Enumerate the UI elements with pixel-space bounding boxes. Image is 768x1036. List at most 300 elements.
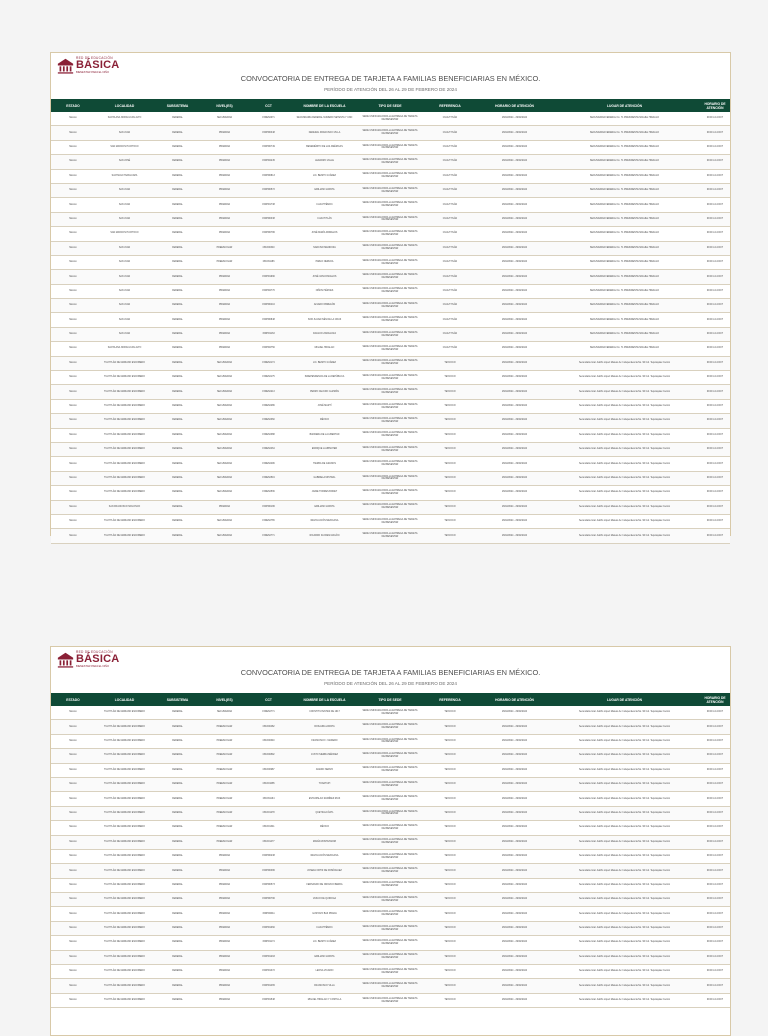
cell-estado: México [51, 169, 95, 183]
cell-referencia: TEXCOCO [420, 979, 480, 993]
cell-localidad: SAN JUAN [95, 255, 154, 269]
column-header-cct: CCT [248, 99, 289, 112]
cell-cct: 15DJN0802 [248, 749, 289, 763]
cell-referencia: CUAUTITLÁN [420, 198, 480, 212]
cell-referencia: CUAUTITLÁN [420, 126, 480, 140]
cell-lugar: Secundaria Gral. Adolfo López Mateos Av. Independencia No. 90 Col. Tequisquiac Centro [549, 442, 700, 456]
cell-cct: 15DES0174 [248, 356, 289, 370]
cell-subsistema: FEDERAL [154, 849, 201, 863]
cell-subsistema: FEDERAL [154, 241, 201, 255]
table-row [51, 169, 730, 183]
cell-horario: 26/02/2024 - 29/02/2024 [480, 965, 549, 979]
table-row [51, 183, 730, 197]
cell-lugar: Secundaria Gral. Adolfo López Mateos Av. Independencia No. 90 Col. Tequisquiac Centro [549, 777, 700, 791]
cell-horario: 26/02/2024 - 29/02/2024 [480, 893, 549, 907]
cell-nivel: SECUNDARIA [201, 371, 248, 385]
cell-referencia: TEXCOCO [420, 792, 480, 806]
cell-estado: México [51, 313, 95, 327]
cell-subsistema: FEDERAL [154, 965, 201, 979]
cell-referencia: TEXCOCO [420, 471, 480, 485]
cell-estado: México [51, 140, 95, 154]
column-header-tipo-sede: TIPO DE SEDE [360, 693, 420, 706]
cell-nivel: PREESCOLAR [201, 241, 248, 255]
cell-referencia: TEXCOCO [420, 706, 480, 720]
table-row [51, 720, 730, 734]
cell-cct: 15DJN0640 [248, 734, 289, 748]
cell-horario-atencion: 09:00 A 14:00 H [700, 936, 730, 950]
cell-localidad: SAN JUAN [95, 299, 154, 313]
cell-lugar: Secundaria Gral. Adolfo López Mateos Av. Independencia No. 90 Col. Tequisquiac Centro [549, 907, 700, 921]
cell-lugar: Secundaria Gral. Adolfo López Mateos Av. Independencia No. 90 Col. Tequisquiac Centro [549, 849, 700, 863]
cell-localidad: TULTITLÁN DE MARIANO ESCOBEDO [95, 414, 154, 428]
building-icon [57, 651, 74, 668]
cell-cct: 15DJN1477 [248, 835, 289, 849]
cell-referencia: TEXCOCO [420, 921, 480, 935]
cell-tipo-sede: SEDE UNIFICADA PARA LA ENTREGA DE TARJETA DE BIENESTAR [360, 183, 420, 197]
cell-lugar: Secundaria Gral. Adolfo López Mateos Av. Independencia No. 90 Col. Tequisquiac Centro [549, 936, 700, 950]
cell-cct: 15DPR1293 [248, 950, 289, 964]
cell-lugar: Secundaria Gral. Adolfo López Mateos Av. Independencia No. 90 Col. Tequisquiac Centro [549, 950, 700, 964]
cell-horario: 26/02/2024 - 29/02/2024 [480, 749, 549, 763]
cell-horario: 26/02/2024 - 29/02/2024 [480, 835, 549, 849]
cell-tipo-sede: SEDE UNIFICADA PARA LA ENTREGA DE TARJETA DE BIENESTAR [360, 965, 420, 979]
cell-referencia: CUAUTITLÁN [420, 227, 480, 241]
cell-subsistema: FEDERAL [154, 414, 201, 428]
cell-referencia: TEXCOCO [420, 356, 480, 370]
cell-localidad: TULTITLÁN DE MARIANO ESCOBEDO [95, 777, 154, 791]
cell-tipo-sede: SEDE UNIFICADA PARA LA ENTREGA DE TARJETA DE BIENESTAR [360, 327, 420, 341]
cell-nivel: SECUNDARIA [201, 471, 248, 485]
cell-tipo-sede: SEDE UNIFICADA PARA LA ENTREGA DE TARJETA DE BIENESTAR [360, 270, 420, 284]
cell-referencia: TEXCOCO [420, 893, 480, 907]
cell-horario: 26/02/2024 - 29/02/2024 [480, 241, 549, 255]
table-body [51, 706, 730, 1008]
cell-estado: México [51, 849, 95, 863]
table-row [51, 155, 730, 169]
logo-top-text: RED DE EDUCACIÓN [76, 650, 113, 654]
table-row [51, 112, 730, 126]
cell-cct: 15DJN1186 [248, 255, 289, 269]
cell-subsistema: FEDERAL [154, 835, 201, 849]
cell-subsistema: FEDERAL [154, 907, 201, 921]
cell-subsistema: FEDERAL [154, 126, 201, 140]
table-row [51, 849, 730, 863]
cell-nombre-escuela: CUAUTITLÁN [289, 212, 360, 226]
cell-nivel: PREESCOLAR [201, 763, 248, 777]
table-row [51, 921, 730, 935]
table-row [51, 878, 730, 892]
cell-localidad: TULTITLÁN DE MARIANO ESCOBEDO [95, 806, 154, 820]
cell-nivel: PRIMARIA [201, 227, 248, 241]
cell-horario-atencion: 09:00 A 14:00 H [700, 763, 730, 777]
cell-subsistema: FEDERAL [154, 299, 201, 313]
cell-tipo-sede: SEDE UNIFICADA PARA LA ENTREGA DE TARJETA DE BIENESTAR [360, 155, 420, 169]
cell-tipo-sede: SEDE UNIFICADA PARA LA ENTREGA DE TARJETA DE BIENESTAR [360, 835, 420, 849]
cell-horario-atencion: 09:00 A 14:00 H [700, 399, 730, 413]
cell-subsistema: FEDERAL [154, 878, 201, 892]
table-row [51, 529, 730, 543]
cell-nivel: SECUNDARIA [201, 399, 248, 413]
cell-horario-atencion: 09:00 A 14:00 H [700, 471, 730, 485]
cell-localidad: SAN JUAN [95, 270, 154, 284]
cell-tipo-sede: SEDE UNIFICADA PARA LA ENTREGA DE TARJETA DE BIENESTAR [360, 299, 420, 313]
cell-lugar: SECUNDARIA FEDERAL No. 71 PRESIDENTE MIGUEL HIDALGO [549, 327, 700, 341]
cell-tipo-sede: SEDE UNIFICADA PARA LA ENTREGA DE TARJETA DE BIENESTAR [360, 849, 420, 863]
cell-nombre-escuela: SOR JUANA INÉS DE LA CRUZ [289, 313, 360, 327]
cell-referencia: TEXCOCO [420, 907, 480, 921]
cell-referencia: TEXCOCO [420, 514, 480, 528]
column-header-nombre-escuela: NOMBRE DE LA ESCUELA [289, 693, 360, 706]
cell-referencia: TEXCOCO [420, 864, 480, 878]
cell-horario: 26/02/2024 - 29/02/2024 [480, 734, 549, 748]
cell-referencia: TEXCOCO [420, 749, 480, 763]
cell-localidad: TULTITLÁN DE MARIANO ESCOBEDO [95, 385, 154, 399]
cell-nombre-escuela: LIC. BENITO JUÁREZ [289, 356, 360, 370]
cell-nivel: PRIMARIA [201, 965, 248, 979]
table-row [51, 371, 730, 385]
cell-localidad: TULTITLÁN DE MARIANO ESCOBEDO [95, 371, 154, 385]
cell-nombre-escuela: VASCO DE QUIROGA [289, 893, 360, 907]
cell-estado: México [51, 720, 95, 734]
building-icon [57, 57, 74, 74]
table-row [51, 835, 730, 849]
cell-nivel: PRIMARIA [201, 270, 248, 284]
cell-lugar: SECUNDARIA FEDERAL No. 71 PRESIDENTE MIGUEL HIDALGO [549, 169, 700, 183]
cell-localidad: TULTITLÁN DE MARIANO ESCOBEDO [95, 471, 154, 485]
cell-localidad: TULTITLÁN DE MARIANO ESCOBEDO [95, 979, 154, 993]
table-row [51, 313, 730, 327]
cell-nivel: PRIMARIA [201, 993, 248, 1007]
cell-cct: 15DPR2750 [248, 342, 289, 356]
cell-cct: 15DES0360 [248, 414, 289, 428]
table-row [51, 907, 730, 921]
cell-estado: México [51, 965, 95, 979]
cell-horario-atencion: 09:00 A 14:00 H [700, 907, 730, 921]
cell-estado: México [51, 749, 95, 763]
column-header-nombre-escuela: NOMBRE DE LA ESCUELA [289, 99, 360, 112]
cell-horario: 26/02/2024 - 29/02/2024 [480, 763, 549, 777]
cell-nivel: SECUNDARIA [201, 385, 248, 399]
cell-subsistema: FEDERAL [154, 893, 201, 907]
cell-nombre-escuela: SECUNDARIA FEDERAL NUMERO SETENTA Y UNO [289, 112, 360, 126]
cell-estado: México [51, 183, 95, 197]
cell-subsistema: FEDERAL [154, 734, 201, 748]
cell-horario-atencion: 09:00 A 14:00 H [700, 112, 730, 126]
cell-horario: 26/02/2024 - 29/02/2024 [480, 529, 549, 543]
cell-estado: México [51, 514, 95, 528]
cell-horario-atencion: 09:00 A 14:00 H [700, 529, 730, 543]
cell-subsistema: FEDERAL [154, 270, 201, 284]
cell-localidad: TULTITLÁN DE MARIANO ESCOBEDO [95, 514, 154, 528]
cell-estado: México [51, 500, 95, 514]
cell-nombre-escuela: JOSÉ MARÍA MORELOS [289, 227, 360, 241]
cell-cct: 15DES0213 [248, 385, 289, 399]
cell-nombre-escuela: EMILIANO ZAPATA [289, 183, 360, 197]
cell-subsistema: FEDERAL [154, 821, 201, 835]
cell-localidad: SAN JUAN [95, 183, 154, 197]
cell-subsistema: FEDERAL [154, 212, 201, 226]
cell-nombre-escuela: LIC. BENITO JUÁREZ [289, 169, 360, 183]
cell-referencia: CUAUTITLÁN [420, 284, 480, 298]
cell-estado: México [51, 821, 95, 835]
cell-nombre-escuela: FEDERAL FRANCISCO VILLA [289, 126, 360, 140]
cell-localidad: TULTITLÁN DE MARIANO ESCOBEDO [95, 936, 154, 950]
cell-localidad: SAN JUAN [95, 241, 154, 255]
cell-subsistema: FEDERAL [154, 371, 201, 385]
cell-horario-atencion: 09:00 A 14:00 H [700, 198, 730, 212]
cell-horario-atencion: 09:00 A 14:00 H [700, 806, 730, 820]
cell-tipo-sede: SEDE UNIFICADA PARA LA ENTREGA DE TARJETA DE BIENESTAR [360, 950, 420, 964]
cell-cct: 15DPR0238 [248, 849, 289, 863]
cell-horario: 26/02/2024 - 29/02/2024 [480, 878, 549, 892]
cell-estado: México [51, 734, 95, 748]
cell-nivel: PRIMARIA [201, 169, 248, 183]
cell-cct: 15DES0286 [248, 399, 289, 413]
cell-subsistema: FEDERAL [154, 442, 201, 456]
cell-localidad: SAN JUAN [95, 212, 154, 226]
cell-horario-atencion: 09:00 A 14:00 H [700, 255, 730, 269]
cell-nombre-escuela: PEDRO CEJUDO GUZMÁN [289, 385, 360, 399]
cell-tipo-sede: SEDE UNIFICADA PARA LA ENTREGA DE TARJETA DE BIENESTAR [360, 342, 420, 356]
table-row [51, 457, 730, 471]
cell-tipo-sede: SEDE UNIFICADA PARA LA ENTREGA DE TARJETA DE BIENESTAR [360, 140, 420, 154]
cell-lugar: Secundaria Gral. Adolfo López Mateos Av. Independencia No. 90 Col. Tequisquiac Centro [549, 486, 700, 500]
cell-estado: México [51, 327, 95, 341]
cell-nombre-escuela: IGNACIO ZARAGOZA [289, 327, 360, 341]
cell-horario-atencion: 09:00 A 14:00 H [700, 792, 730, 806]
column-header-referencia: REFERENCIA [420, 99, 480, 112]
cell-horario: 26/02/2024 - 29/02/2024 [480, 777, 549, 791]
table-row [51, 356, 730, 370]
cell-horario: 26/02/2024 - 29/02/2024 [480, 342, 549, 356]
cell-nivel: PRIMARIA [201, 140, 248, 154]
cell-cct: 15DJN0340 [248, 241, 289, 255]
cell-horario: 26/02/2024 - 29/02/2024 [480, 270, 549, 284]
table-row [51, 284, 730, 298]
cell-lugar: Secundaria Gral. Adolfo López Mateos Av. Independencia No. 90 Col. Tequisquiac Centro [549, 763, 700, 777]
cell-estado: México [51, 414, 95, 428]
column-header-localidad: LOCALIDAD [95, 693, 154, 706]
column-header-lugar: LUGAR DE ATENCIÓN [549, 693, 700, 706]
cell-horario: 26/02/2024 - 29/02/2024 [480, 993, 549, 1007]
cell-horario: 26/02/2024 - 29/02/2024 [480, 299, 549, 313]
cell-subsistema: FEDERAL [154, 198, 201, 212]
cell-horario-atencion: 09:00 A 14:00 H [700, 849, 730, 863]
cell-horario-atencion: 09:00 A 14:00 H [700, 734, 730, 748]
cell-subsistema: FEDERAL [154, 529, 201, 543]
cell-localidad: TULTITLÁN DE MARIANO ESCOBEDO [95, 399, 154, 413]
cell-cct: 15DJN0987 [248, 763, 289, 777]
column-header-localidad: LOCALIDAD [95, 99, 154, 112]
cell-cct: 15DPR2770 [248, 284, 289, 298]
cell-horario-atencion: 09:00 A 14:00 H [700, 777, 730, 791]
cell-localidad: TULTITLÁN DE MARIANO ESCOBEDO [95, 950, 154, 964]
column-header-subsistema: SUBSISTEMA [154, 693, 201, 706]
cell-tipo-sede: SEDE UNIFICADA PARA LA ENTREGA DE TARJETA DE BIENESTAR [360, 457, 420, 471]
cell-nivel: PRIMARIA [201, 849, 248, 863]
cell-lugar: SECUNDARIA FEDERAL No. 71 PRESIDENTE MIGUEL HIDALGO [549, 212, 700, 226]
cell-tipo-sede: SEDE UNIFICADA PARA LA ENTREGA DE TARJETA DE BIENESTAR [360, 907, 420, 921]
cell-localidad: TULTITLÁN DE MARIANO ESCOBEDO [95, 893, 154, 907]
cell-localidad: SANTA ANA NOPALUCAN ALTO [95, 342, 154, 356]
document-subtitle: PERÍODO DE ATENCIÓN DEL 26 AL 29 DE FEBRERO DE 2024 [324, 87, 457, 92]
cell-tipo-sede: SEDE UNIFICADA PARA LA ENTREGA DE TARJETA DE BIENESTAR [360, 112, 420, 126]
cell-subsistema: FEDERAL [154, 155, 201, 169]
cell-nivel: PRIMARIA [201, 313, 248, 327]
cell-nombre-escuela: TIERRA DE GRANOS [289, 457, 360, 471]
cell-cct: 15DJN0482 [248, 720, 289, 734]
cell-nivel: PRIMARIA [201, 327, 248, 341]
table-row [51, 965, 730, 979]
cell-estado: México [51, 529, 95, 543]
table-row [51, 777, 730, 791]
cell-estado: México [51, 979, 95, 993]
cell-nombre-escuela: MIGUEL HIDALGO Y COSTILLA [289, 993, 360, 1007]
cell-nivel: SECUNDARIA [201, 706, 248, 720]
cell-tipo-sede: SEDE UNIFICADA PARA LA ENTREGA DE TARJETA DE BIENESTAR [360, 428, 420, 442]
cell-subsistema: FEDERAL [154, 936, 201, 950]
table-row [51, 763, 730, 777]
cell-subsistema: FEDERAL [154, 399, 201, 413]
cell-localidad: TULTITLÁN DE MARIANO ESCOBEDO [95, 993, 154, 1007]
cell-nombre-escuela: BANDERA DE LA LIBERTAD [289, 428, 360, 442]
cell-localidad: TULTITLÁN DE MARIANO ESCOBEDO [95, 907, 154, 921]
cell-localidad: TULTITLÁN DE MARIANO ESCOBEDO [95, 849, 154, 863]
table-row [51, 486, 730, 500]
column-header-horario: HORARIO DE ATENCIÓN [480, 693, 549, 706]
cell-localidad: TULTITLÁN DE MARIANO ESCOBEDO [95, 864, 154, 878]
cell-nivel: SECUNDARIA [201, 428, 248, 442]
cell-lugar: Secundaria Gral. Adolfo López Mateos Av. Independencia No. 90 Col. Tequisquiac Centro [549, 921, 700, 935]
cell-horario: 26/02/2024 - 29/02/2024 [480, 385, 549, 399]
cell-horario-atencion: 09:00 A 14:00 H [700, 893, 730, 907]
cell-lugar: SECUNDARIA FEDERAL No. 71 PRESIDENTE MIGUEL HIDALGO [549, 241, 700, 255]
cell-estado: México [51, 356, 95, 370]
cell-nivel: SECUNDARIA [201, 529, 248, 543]
cell-nivel: SECUNDARIA [201, 356, 248, 370]
cell-lugar: Secundaria Gral. Adolfo López Mateos Av. Independencia No. 90 Col. Tequisquiac Centro [549, 806, 700, 820]
cell-nombre-escuela: JOSÉ MARTÍ [289, 399, 360, 413]
cell-estado: México [51, 950, 95, 964]
cell-localidad: TULTITLÁN DE MARIANO ESCOBEDO [95, 792, 154, 806]
table-row [51, 821, 730, 835]
cell-lugar: Secundaria Gral. Adolfo López Mateos Av. Independencia No. 90 Col. Tequisquiac Centro [549, 457, 700, 471]
cell-horario: 26/02/2024 - 29/02/2024 [480, 514, 549, 528]
cell-subsistema: FEDERAL [154, 428, 201, 442]
cell-cct: 15DES0496 [248, 457, 289, 471]
cell-estado: México [51, 399, 95, 413]
table-row [51, 806, 730, 820]
cell-nivel: PREESCOLAR [201, 806, 248, 820]
cell-horario: 26/02/2024 - 29/02/2024 [480, 227, 549, 241]
cell-referencia: TEXCOCO [420, 529, 480, 543]
cell-horario-atencion: 09:00 A 14:00 H [700, 965, 730, 979]
cell-nombre-escuela: NARCISO MENDOZA [289, 241, 360, 255]
cell-nivel: PRIMARIA [201, 500, 248, 514]
cell-nivel: SECUNDARIA [201, 457, 248, 471]
cell-lugar: SECUNDARIA FEDERAL No. 71 PRESIDENTE MIGUEL HIDALGO [549, 313, 700, 327]
cell-nombre-escuela: NIÑOS HÉROES [289, 284, 360, 298]
cell-cct: 15DPR1738 [248, 198, 289, 212]
cell-tipo-sede: SEDE UNIFICADA PARA LA ENTREGA DE TARJETA DE BIENESTAR [360, 529, 420, 543]
cell-estado: México [51, 126, 95, 140]
cell-nombre-escuela: JAIME TORRES BODET [289, 486, 360, 500]
cell-tipo-sede: SEDE UNIFICADA PARA LA ENTREGA DE TARJETA DE BIENESTAR [360, 284, 420, 298]
cell-lugar: Secundaria Gral. Adolfo López Mateos Av. Independencia No. 90 Col. Tequisquiac Centro [549, 414, 700, 428]
cell-nombre-escuela: REVOLUCIÓN MEXICANA [289, 849, 360, 863]
logo-sub-text: BIENESTAR PARA EL NIÑO [76, 71, 109, 74]
cell-localidad: TULTITLÁN DE MARIANO ESCOBEDO [95, 428, 154, 442]
cell-nombre-escuela: JOSEFA ORTIZ DE DOMÍNGUEZ [289, 864, 360, 878]
cell-lugar: Secundaria Gral. Adolfo López Mateos Av. Independencia No. 90 Col. Tequisquiac Centro [549, 500, 700, 514]
cell-tipo-sede: SEDE UNIFICADA PARA LA ENTREGA DE TARJETA DE BIENESTAR [360, 371, 420, 385]
cell-localidad: TULTITLÁN DE MARIANO ESCOBEDO [95, 356, 154, 370]
cell-cct: 15DPR0573 [248, 878, 289, 892]
column-header-referencia: REFERENCIA [420, 693, 480, 706]
cell-cct: 15DPR0749 [248, 140, 289, 154]
cell-referencia: TEXCOCO [420, 993, 480, 1007]
cell-subsistema: FEDERAL [154, 471, 201, 485]
cell-referencia: TEXCOCO [420, 486, 480, 500]
cell-estado: México [51, 835, 95, 849]
cell-lugar: Secundaria Gral. Adolfo López Mateos Av. Independencia No. 90 Col. Tequisquiac Centro [549, 734, 700, 748]
cell-tipo-sede: SEDE UNIFICADA PARA LA ENTREGA DE TARJETA DE BIENESTAR [360, 414, 420, 428]
document-page-2 [50, 646, 731, 1036]
table-row [51, 792, 730, 806]
table-header-row [51, 99, 730, 112]
cell-cct: 15DPR0911 [248, 907, 289, 921]
cell-cct: 15DES0464 [248, 442, 289, 456]
cell-estado: México [51, 284, 95, 298]
cell-referencia: TEXCOCO [420, 878, 480, 892]
table-header-row [51, 693, 730, 706]
cell-horario-atencion: 09:00 A 14:00 H [700, 313, 730, 327]
cell-subsistema: FEDERAL [154, 169, 201, 183]
cell-horario-atencion: 09:00 A 14:00 H [700, 500, 730, 514]
cell-horario: 26/02/2024 - 29/02/2024 [480, 486, 549, 500]
cell-horario: 26/02/2024 - 29/02/2024 [480, 849, 549, 863]
cell-nombre-escuela: CUAUHTÉMOC [289, 921, 360, 935]
cell-referencia: TEXCOCO [420, 965, 480, 979]
cell-nivel: PRIMARIA [201, 864, 248, 878]
cell-tipo-sede: SEDE UNIFICADA PARA LA ENTREGA DE TARJETA DE BIENESTAR [360, 734, 420, 748]
cell-horario: 26/02/2024 - 29/02/2024 [480, 371, 549, 385]
table-row [51, 342, 730, 356]
cell-tipo-sede: SEDE UNIFICADA PARA LA ENTREGA DE TARJETA DE BIENESTAR [360, 936, 420, 950]
cell-nombre-escuela: MIGUEL HIDALGO [289, 342, 360, 356]
table-row [51, 936, 730, 950]
table-row [51, 514, 730, 528]
cell-estado: México [51, 428, 95, 442]
cell-lugar: SECUNDARIA FEDERAL No. 71 PRESIDENTE MIGUEL HIDALGO [549, 126, 700, 140]
cell-referencia: TEXCOCO [420, 414, 480, 428]
cell-nivel: PREESCOLAR [201, 734, 248, 748]
cell-estado: México [51, 792, 95, 806]
cell-localidad: TULTITLÁN DE MARIANO ESCOBEDO [95, 442, 154, 456]
cell-referencia: CUAUTITLÁN [420, 342, 480, 356]
cell-nombre-escuela: INDEPENDENCIA DE LA REPÚBLICA [289, 371, 360, 385]
cell-horario-atencion: 09:00 A 14:00 H [700, 270, 730, 284]
cell-lugar: Secundaria Gral. Adolfo López Mateos Av. Independencia No. 90 Col. Tequisquiac Centro [549, 385, 700, 399]
schools-table [51, 693, 730, 1008]
cell-referencia: TEXCOCO [420, 442, 480, 456]
cell-lugar: Secundaria Gral. Adolfo López Mateos Av. Independencia No. 90 Col. Tequisquiac Centro [549, 792, 700, 806]
table-row [51, 471, 730, 485]
cell-horario: 26/02/2024 - 29/02/2024 [480, 428, 549, 442]
cell-cct: 15DPR0796 [248, 893, 289, 907]
cell-lugar: Secundaria Gral. Adolfo López Mateos Av. Independencia No. 90 Col. Tequisquiac Centro [549, 878, 700, 892]
cell-localidad: SAN MARCOS HUIXTOCO [95, 140, 154, 154]
